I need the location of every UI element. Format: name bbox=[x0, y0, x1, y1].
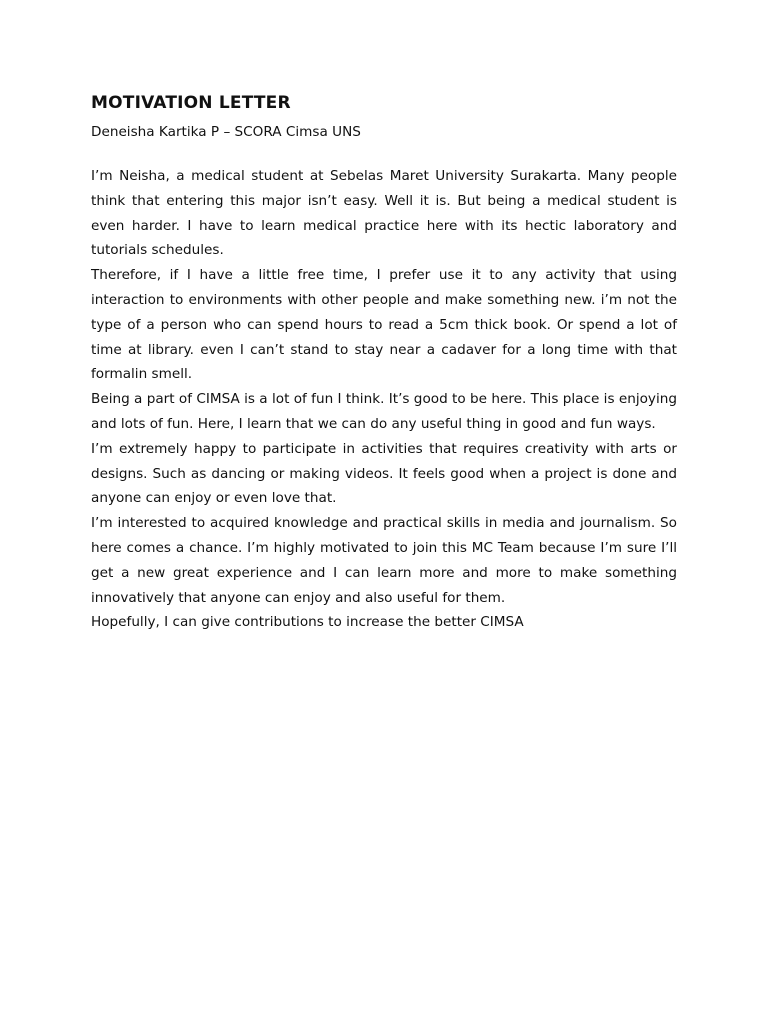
paragraph: I’m Neisha, a medical student at Sebelas Maret University Surakarta. Many people think that entering this major isn’t easy. Well it is. But being a medical student is even harder. I have to learn medical practice here with its hectic laboratory and tutorials schedules. bbox=[91, 168, 677, 259]
author-line: Deneisha Kartika P – SCORA Cimsa UNS bbox=[91, 124, 361, 140]
paragraph: I’m extremely happy to participate in activities that requires creativity with arts or designs. Such as dancing or making videos. It feels good when a project is done and anyone can enjoy or even love that. bbox=[91, 440, 677, 507]
paragraph: Being a part of CIMSA is a lot of fun I think. It’s good to be here. This place is enjoying and lots of fun. Here, I learn that we can do any useful thing in good and fun ways. bbox=[91, 391, 677, 432]
page-title: MOTIVATION LETTER bbox=[91, 93, 291, 113]
paragraph: Therefore, if I have a little free time, I prefer use it to any activity that using interaction to environments with other people and make something new. i’m not the type of a person who can spend hours to read a 5cm thick book. Or spend a lot of time at library. even I can’t stand to stay near a cadaver for a long time with that formalin smell. bbox=[91, 267, 677, 383]
paragraph: I’m interested to acquired knowledge and practical skills in media and journalism. So here comes a chance. I’m highly motivated to join this MC Team because I’m sure I’ll get a new great experience and I can learn more and more to make something innovatively that anyone can enjoy and also useful for them. bbox=[91, 515, 677, 606]
letter-body bbox=[91, 164, 677, 635]
paragraph: Hopefully, I can give contributions to increase the better CIMSA bbox=[91, 614, 524, 631]
letter-content bbox=[91, 92, 677, 635]
